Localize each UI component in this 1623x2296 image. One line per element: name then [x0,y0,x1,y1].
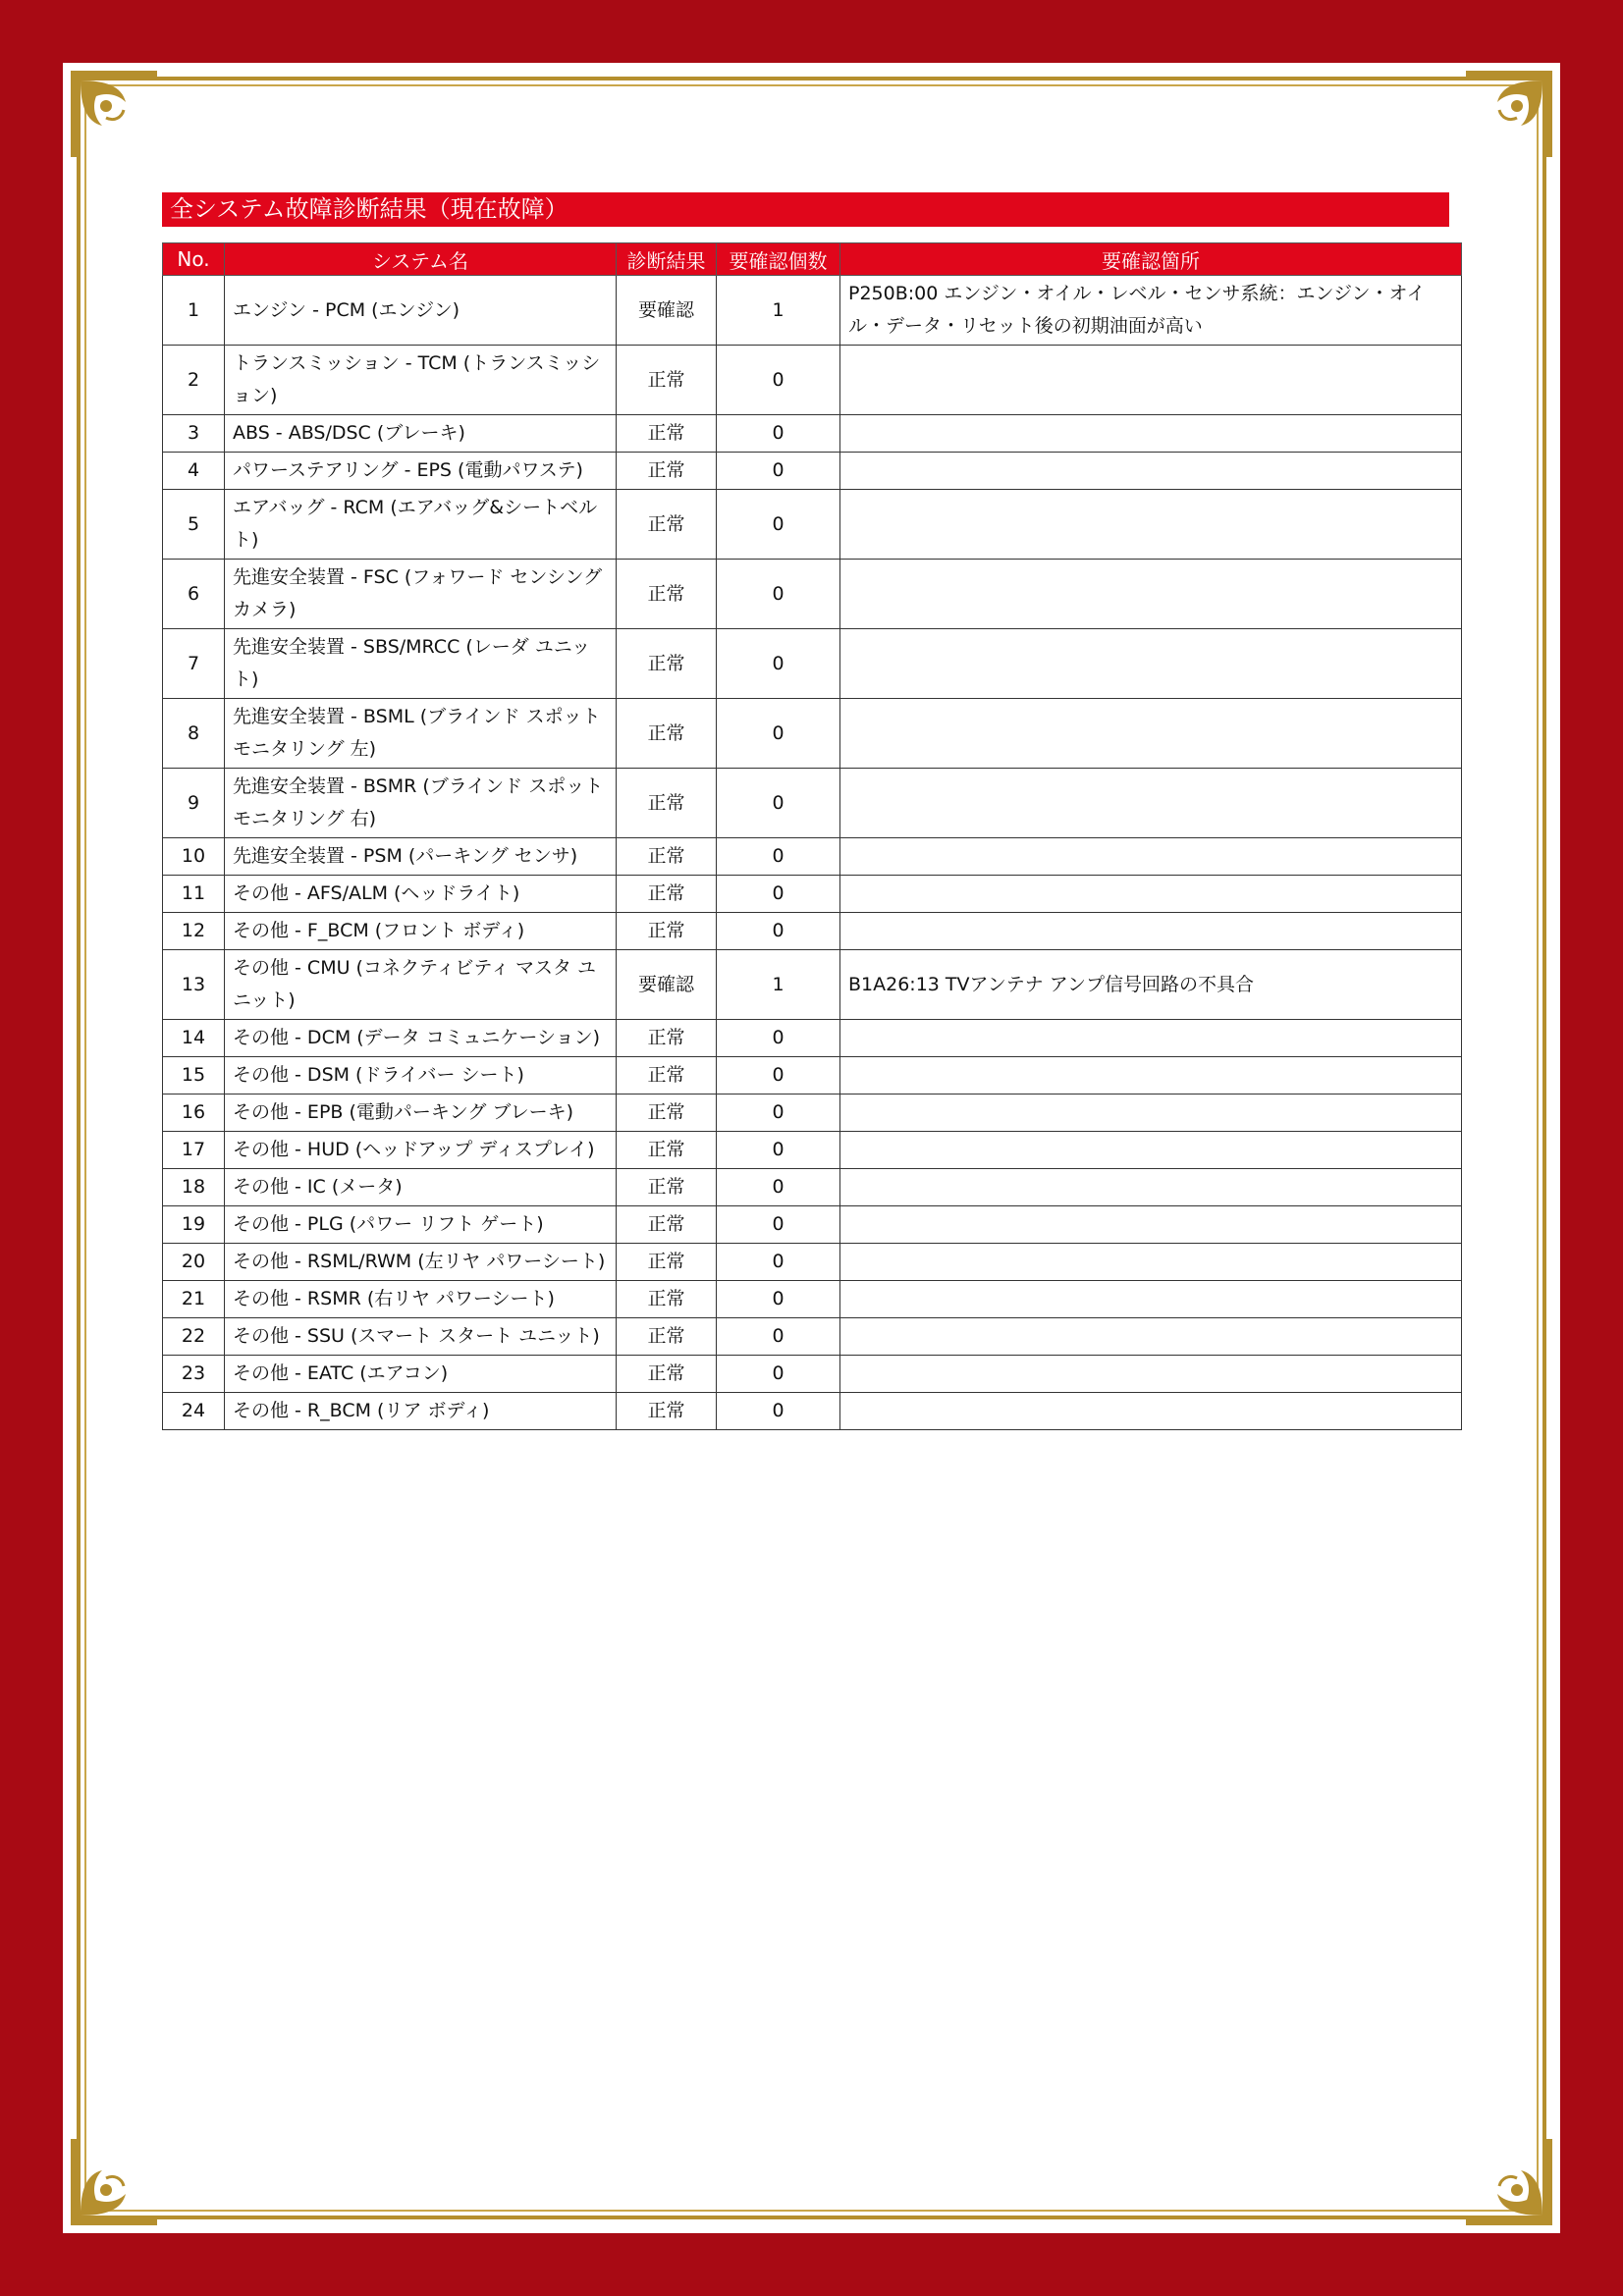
diagnosis-result: 正常 [617,1244,717,1281]
header-result: 診断結果 [617,243,717,276]
check-location [840,769,1462,838]
system-name: その他 - AFS/ALM (ヘッドライト) [225,876,617,913]
check-count: 0 [717,699,840,769]
system-name: その他 - EATC (エアコン) [225,1356,617,1393]
diagnosis-result: 正常 [617,1206,717,1244]
check-location [840,1132,1462,1169]
system-name: その他 - IC (メータ) [225,1169,617,1206]
row-number: 4 [163,453,225,490]
row-number: 13 [163,950,225,1020]
check-location [840,1095,1462,1132]
system-name: エアバッグ - RCM (エアバッグ&シートベルト) [225,490,617,560]
check-location [840,453,1462,490]
check-location: P250B:00 エンジン・オイル・レベル・センサ系統：エンジン・オイル・データ・リセット後の初期油面が高い [840,276,1462,346]
diagnosis-result: 正常 [617,560,717,629]
check-location [840,490,1462,560]
row-number: 15 [163,1057,225,1095]
check-location [840,838,1462,876]
check-count: 0 [717,1281,840,1318]
table-header-row [163,243,1462,276]
row-number: 23 [163,1356,225,1393]
diagnosis-result: 正常 [617,1281,717,1318]
row-number: 17 [163,1132,225,1169]
table-row [163,1393,1462,1430]
diagnosis-result: 正常 [617,838,717,876]
header-no: No. [163,243,225,276]
system-name: トランスミッション - TCM (トランスミッション) [225,346,617,415]
system-name: 先進安全装置 - PSM (パーキング センサ) [225,838,617,876]
row-number: 10 [163,838,225,876]
table-row [163,876,1462,913]
table-row [163,950,1462,1020]
row-number: 1 [163,276,225,346]
table-row [163,1281,1462,1318]
check-location [840,1057,1462,1095]
table-row [163,1169,1462,1206]
diagnosis-result: 正常 [617,346,717,415]
check-count: 0 [717,490,840,560]
check-count: 0 [717,629,840,699]
check-count: 0 [717,769,840,838]
diagnosis-result: 要確認 [617,950,717,1020]
header-check-location: 要確認箇所 [840,243,1462,276]
diagnosis-result: 正常 [617,415,717,453]
row-number: 14 [163,1020,225,1057]
check-location [840,1169,1462,1206]
system-name: その他 - RSMR (右リヤ パワーシート) [225,1281,617,1318]
system-name: エンジン - PCM (エンジン) [225,276,617,346]
check-count: 0 [717,1095,840,1132]
row-number: 7 [163,629,225,699]
row-number: 22 [163,1318,225,1356]
row-number: 21 [163,1281,225,1318]
check-count: 1 [717,276,840,346]
table-row [163,1132,1462,1169]
check-count: 0 [717,415,840,453]
check-location [840,876,1462,913]
system-name: 先進安全装置 - BSMR (ブラインド スポット モニタリング 右) [225,769,617,838]
header-check-count: 要確認個数 [717,243,840,276]
diagnosis-result: 正常 [617,876,717,913]
system-name: 先進安全装置 - SBS/MRCC (レーダ ユニット) [225,629,617,699]
table-row [163,560,1462,629]
system-name: その他 - CMU (コネクティビティ マスタ ユニット) [225,950,617,1020]
row-number: 12 [163,913,225,950]
table-row [163,838,1462,876]
check-count: 0 [717,346,840,415]
diagnosis-result: 正常 [617,913,717,950]
section-title: 全システム故障診断結果（現在故障） [162,192,1449,227]
header-system-name: システム名 [225,243,617,276]
check-count: 0 [717,1393,840,1430]
check-count: 0 [717,913,840,950]
corner-ornament-icon [1462,2135,1556,2229]
table-row [163,1206,1462,1244]
row-number: 6 [163,560,225,629]
check-location: B1A26:13 TVアンテナ アンプ信号回路の不具合 [840,950,1462,1020]
row-number: 2 [163,346,225,415]
check-count: 0 [717,1356,840,1393]
diagnosis-result: 正常 [617,629,717,699]
row-number: 16 [163,1095,225,1132]
diagnosis-result: 正常 [617,699,717,769]
table-row [163,1095,1462,1132]
table-row [163,490,1462,560]
report-page [63,63,1560,2233]
system-name: その他 - DCM (データ コミュニケーション) [225,1020,617,1057]
check-location [840,1206,1462,1244]
system-name: その他 - PLG (パワー リフト ゲート) [225,1206,617,1244]
diagnosis-result: 正常 [617,1393,717,1430]
row-number: 11 [163,876,225,913]
check-count: 0 [717,453,840,490]
row-number: 18 [163,1169,225,1206]
row-number: 24 [163,1393,225,1430]
check-count: 0 [717,560,840,629]
row-number: 3 [163,415,225,453]
diagnosis-result: 正常 [617,1132,717,1169]
table-row [163,1244,1462,1281]
diagnosis-result: 正常 [617,453,717,490]
row-number: 19 [163,1206,225,1244]
check-count: 0 [717,1057,840,1095]
check-location [840,1393,1462,1430]
diagnosis-result: 要確認 [617,276,717,346]
system-name: その他 - RSML/RWM (左リヤ パワーシート) [225,1244,617,1281]
system-name: パワーステアリング - EPS (電動パワステ) [225,453,617,490]
table-row [163,913,1462,950]
diagnosis-result: 正常 [617,769,717,838]
check-count: 0 [717,1169,840,1206]
check-location [840,699,1462,769]
table-row [163,1356,1462,1393]
system-name: その他 - EPB (電動パーキング ブレーキ) [225,1095,617,1132]
check-count: 0 [717,1244,840,1281]
table-row [163,769,1462,838]
check-location [840,1356,1462,1393]
system-name: ABS - ABS/DSC (ブレーキ) [225,415,617,453]
check-count: 0 [717,876,840,913]
check-location [840,415,1462,453]
system-name: その他 - R_BCM (リア ボディ) [225,1393,617,1430]
diagnosis-result: 正常 [617,1020,717,1057]
table-row [163,1020,1462,1057]
system-name: その他 - F_BCM (フロント ボディ) [225,913,617,950]
check-location [840,1281,1462,1318]
table-row [163,346,1462,415]
check-count: 1 [717,950,840,1020]
table-row [163,276,1462,346]
check-count: 0 [717,1132,840,1169]
check-location [840,1318,1462,1356]
corner-ornament-icon [67,67,161,161]
check-count: 0 [717,1318,840,1356]
row-number: 8 [163,699,225,769]
table-row [163,699,1462,769]
corner-ornament-icon [1462,67,1556,161]
diagnosis-table [162,242,1462,1430]
diagnosis-result: 正常 [617,490,717,560]
diagnosis-result: 正常 [617,1057,717,1095]
corner-ornament-icon [67,2135,161,2229]
system-name: その他 - SSU (スマート スタート ユニット) [225,1318,617,1356]
table-row [163,415,1462,453]
check-location [840,1020,1462,1057]
table-row [163,629,1462,699]
row-number: 9 [163,769,225,838]
table-row [163,1057,1462,1095]
check-count: 0 [717,1020,840,1057]
row-number: 5 [163,490,225,560]
check-count: 0 [717,838,840,876]
table-row [163,1318,1462,1356]
system-name: その他 - HUD (ヘッドアップ ディスプレイ) [225,1132,617,1169]
diagnosis-result: 正常 [617,1318,717,1356]
table-row [163,453,1462,490]
diagnosis-result: 正常 [617,1356,717,1393]
check-location [840,346,1462,415]
check-count: 0 [717,1206,840,1244]
check-location [840,560,1462,629]
check-location [840,1244,1462,1281]
diagnosis-result: 正常 [617,1169,717,1206]
system-name: 先進安全装置 - FSC (フォワード センシング カメラ) [225,560,617,629]
diagnosis-result: 正常 [617,1095,717,1132]
check-location [840,913,1462,950]
row-number: 20 [163,1244,225,1281]
system-name: 先進安全装置 - BSML (ブラインド スポット モニタリング 左) [225,699,617,769]
check-location [840,629,1462,699]
system-name: その他 - DSM (ドライバー シート) [225,1057,617,1095]
